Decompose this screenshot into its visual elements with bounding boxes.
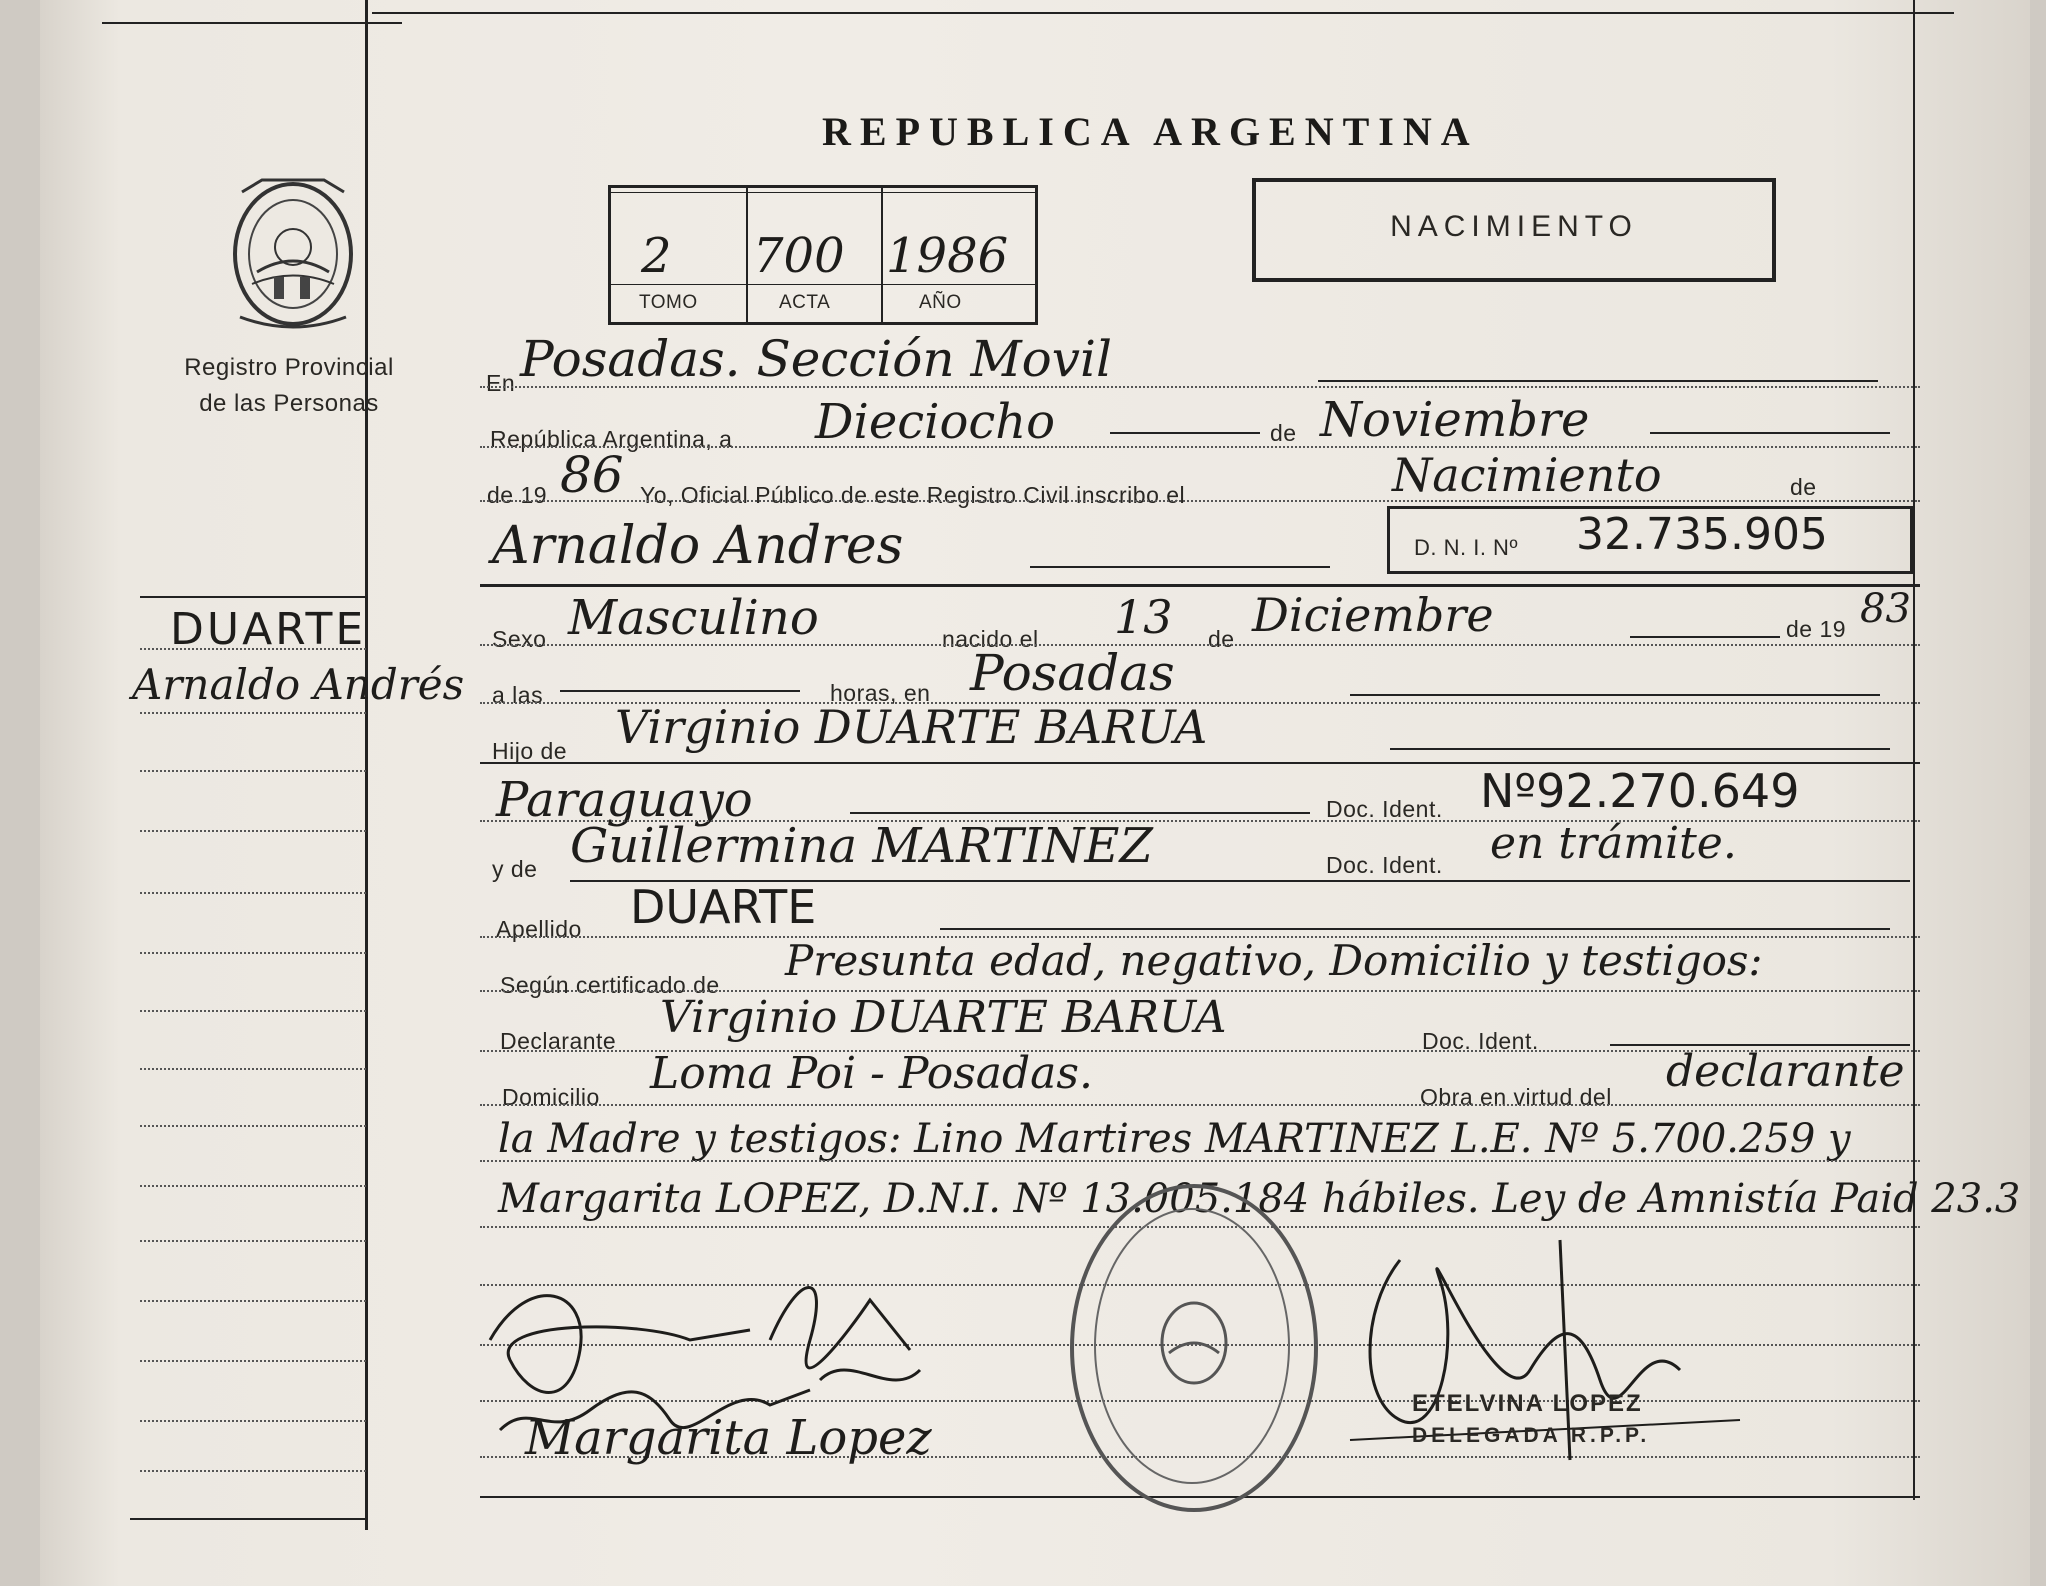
acta-value: 700 <box>753 228 845 284</box>
hijo-label: Hijo de <box>492 738 568 764</box>
top-rule-left <box>102 22 402 24</box>
father-nationality: Paraguayo <box>496 772 753 828</box>
de-label-end: de <box>1790 474 1817 500</box>
registry-line2: de las Personas <box>199 390 379 417</box>
sexo-label: Sexo <box>492 626 547 652</box>
registry-line1: Registro Provincial <box>184 354 394 381</box>
apellido-label: Apellido <box>496 916 582 942</box>
year-suffix-value: 86 <box>560 446 624 504</box>
month-value: Noviembre <box>1320 392 1590 448</box>
republica-label: República Argentina, a <box>490 426 733 452</box>
birth-place: Posadas <box>970 644 1175 702</box>
stamp-emblem-icon <box>1154 1298 1234 1388</box>
declarante-doc-label: Doc. Ident. <box>1422 1028 1539 1054</box>
year-prefix-label: de 19 <box>487 482 548 508</box>
inscribe-value: Nacimiento <box>1392 448 1662 502</box>
de-label-2: de <box>1208 626 1235 652</box>
acta-label: ACTA <box>779 292 831 313</box>
registry-stamp <box>1070 1184 1318 1512</box>
province-seal <box>222 172 364 332</box>
en-label: En <box>486 370 516 396</box>
official-signature <box>1340 1220 1760 1490</box>
day-value: Dieciocho <box>815 394 1056 450</box>
sidebar-surname: DUARTE <box>170 604 367 655</box>
record-type-label: NACIMIENTO <box>1390 210 1638 243</box>
official-title: DELEGADA R.P.P. <box>1412 1424 1651 1447</box>
birth-year-suffix: 83 <box>1860 586 1911 632</box>
apellido-value: DUARTE <box>630 880 817 934</box>
oficial-label: Yo, Oficial Público de este Registro Civil inscribo el <box>640 482 1186 508</box>
y-de-label: y de <box>492 856 538 882</box>
mother-doc-label: Doc. Ident. <box>1326 852 1443 878</box>
tomo-label: TOMO <box>639 292 698 313</box>
sexo-value: Masculino <box>568 590 819 646</box>
certificado-value: Presunta edad, negativo, Domicilio y testigos: <box>785 936 1763 985</box>
father-doc-label: Doc. Ident. <box>1326 796 1443 822</box>
place-value: Posadas. Sección Movil <box>520 330 1113 388</box>
notes-line2: Margarita LOPEZ, D.N.I. Nº 13.005.184 hábiles. Ley de Amnistía Paid 23.3 <box>498 1176 2021 1222</box>
father-doc: Nº92.270.649 <box>1480 764 1800 818</box>
declarante-label: Declarante <box>500 1028 617 1054</box>
father-name: Virginio DUARTE BARUA <box>615 700 1208 754</box>
top-rule-right <box>372 12 1954 14</box>
obra-value: declarante <box>1666 1046 1905 1097</box>
domicilio-value: Loma Poi - Posadas. <box>650 1048 1093 1099</box>
horas-label: horas, en <box>830 680 931 706</box>
dni-value: 32.735.905 <box>1576 509 1828 560</box>
sidebar-rule <box>140 596 366 598</box>
official-name: ETELVINA LOPEZ <box>1412 1390 1643 1417</box>
mother-name: Guillermina MARTINEZ <box>570 818 1153 874</box>
birth-day: 13 <box>1114 590 1173 644</box>
segun-label: Según certificado de <box>500 972 720 998</box>
mother-doc: en trámite. <box>1490 818 1737 869</box>
child-name: Arnaldo Andres <box>492 516 904 576</box>
record-type-box <box>1252 178 1776 282</box>
country-title: REPUBLICA ARGENTINA <box>822 109 1479 154</box>
de-label: de <box>1270 420 1297 446</box>
declarant-signatures <box>470 1230 1070 1530</box>
seal-emblem-icon <box>222 172 364 332</box>
declarante-value: Virginio DUARTE BARUA <box>660 992 1227 1043</box>
witness-name: Margarita Lopez <box>525 1410 932 1466</box>
domicilio-label: Domicilio <box>502 1084 600 1110</box>
sidebar-given-names: Arnaldo Andrés <box>132 660 465 709</box>
birth-month: Diciembre <box>1252 588 1494 642</box>
dni-box <box>1387 506 1913 574</box>
anio-value: 1986 <box>886 228 1009 284</box>
obra-label: Obra en virtud del <box>1420 1084 1612 1110</box>
tomo-value: 2 <box>641 228 672 284</box>
a-las-label: a las <box>492 682 544 708</box>
right-border <box>1913 0 1915 1500</box>
notes-line1: la Madre y testigos: Lino Martires MARTINEZ L.E. Nº 5.700.259 y <box>498 1116 1851 1162</box>
document-page <box>40 0 2030 1586</box>
record-number-box <box>608 185 1038 325</box>
nacido-label: nacido el <box>942 626 1039 652</box>
anio-label: AÑO <box>919 292 962 313</box>
dni-label: D. N. I. Nº <box>1414 535 1518 560</box>
birth-year-label: de 19 <box>1786 616 1847 642</box>
